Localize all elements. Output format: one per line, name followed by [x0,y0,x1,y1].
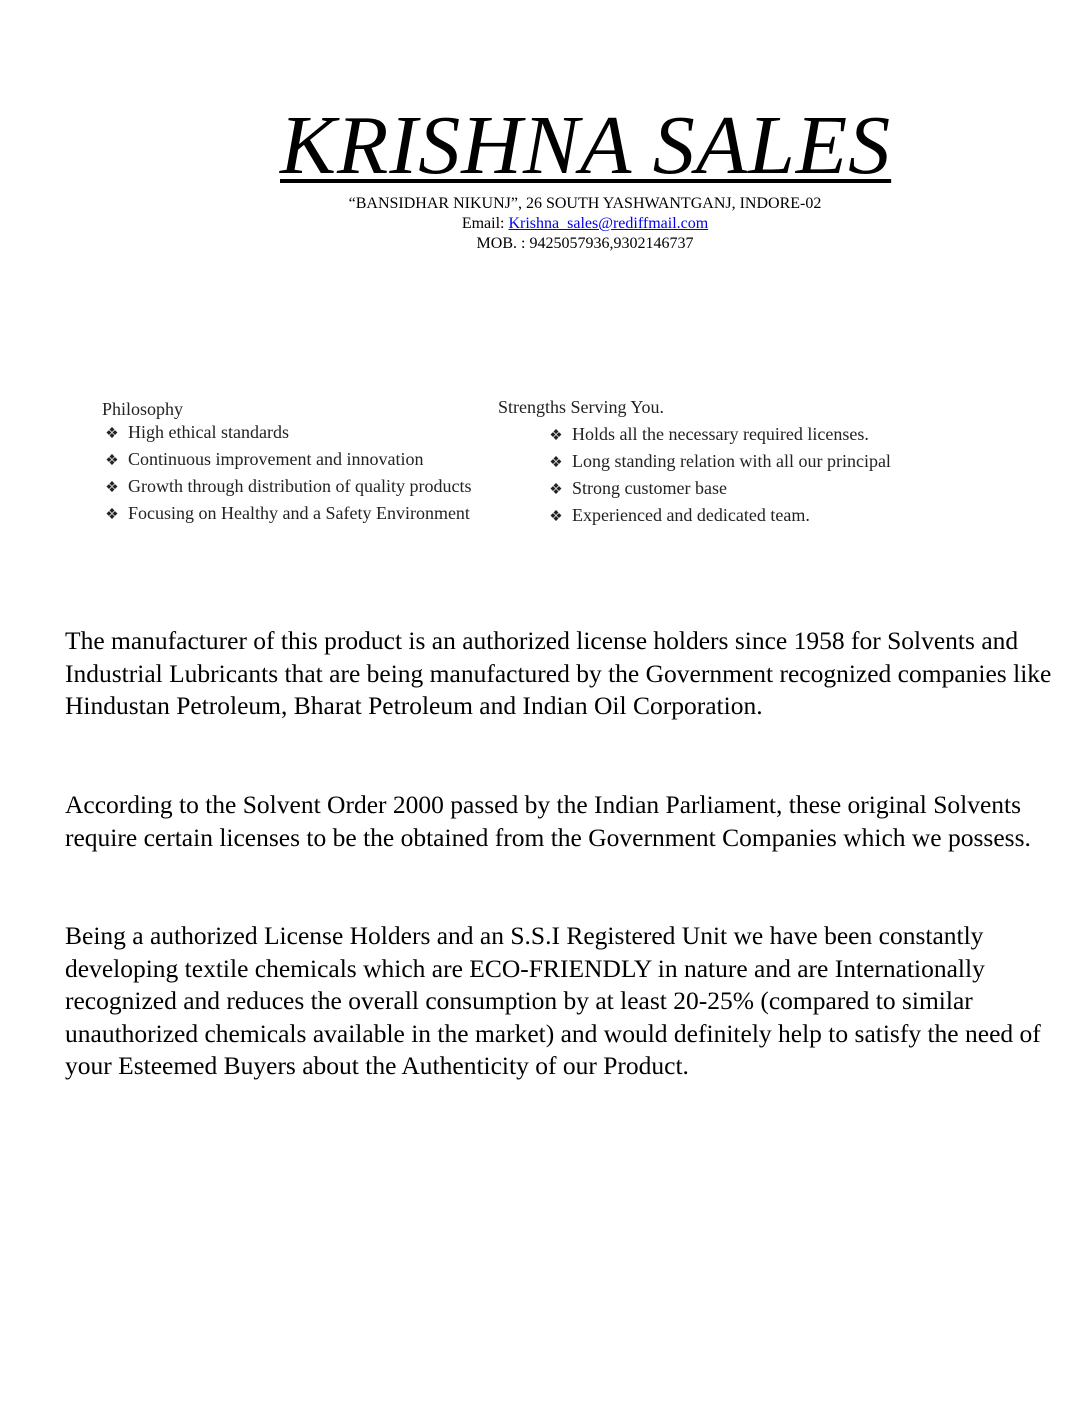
paragraph-solvent-order: According to the Solvent Order 2000 passed by the Indian Parliament, these original Solvents require certain licenses to be the obtained from the Government Companies which we possess. [65,790,1031,852]
mobile-line: MOB. : 9425057936,9302146737 [476,235,694,252]
diamond-bullet-icon: ❖ [549,482,563,498]
company-name: KRISHNA SALES [280,99,892,192]
strengths-list [548,422,891,530]
diamond-bullet-icon: ❖ [105,426,119,442]
list-item: ❖ Focusing on Healthy and a Safety Environment [104,501,471,528]
letterhead [280,99,892,254]
diamond-bullet-icon: ❖ [105,480,119,496]
diamond-bullet-icon: ❖ [105,507,119,523]
list-item: ❖ Continuous improvement and innovation [104,447,471,474]
paragraph-eco-friendly: Being a authorized License Holders and an S.S.I Registered Unit we have been constantly developing textile chemicals which are ECO-FRIENDLY in nature and are Internationally recognized and reduces the overall consumption by at least 20-25% (compared to similar unauthorized chemicals available in the market) and would definitely help to satisfy the need of your Esteemed Buyers about the Authenticity of our Product. [65,921,1041,1080]
list-item: ❖ Strong customer base [548,476,891,503]
philosophy-title: Philosophy [102,399,184,419]
email-line [280,214,890,234]
diamond-bullet-icon: ❖ [549,455,563,471]
philosophy-list [104,420,471,528]
diamond-bullet-icon: ❖ [549,428,563,444]
list-item: ❖ Experienced and dedicated team. [548,503,891,530]
diamond-bullet-icon: ❖ [105,453,119,469]
email-link[interactable]: Krishna_sales@rediffmail.com [508,215,709,232]
paragraph-license: The manufacturer of this product is an authorized license holders since 1958 for Solvents and Industrial Lubricants that are being manufactured by the Government recognized companies like Hindustan Petroleum, Bharat Petroleum and Indian Oil Corporation. [65,626,1052,720]
list-item: ❖ Long standing relation with all our principal [548,449,891,476]
company-address: “BANSIDHAR NIKUNJ”, 26 SOUTH YASHWANTGANJ, INDORE-02 [348,195,822,212]
email-label: Email: [461,215,509,232]
list-item: ❖ Growth through distribution of quality products [104,474,471,501]
diamond-bullet-icon: ❖ [549,509,563,525]
strengths-title: Strengths Serving You. [498,397,665,417]
list-item: ❖ High ethical standards [104,420,471,447]
list-item: ❖ Holds all the necessary required licenses. [548,422,891,449]
